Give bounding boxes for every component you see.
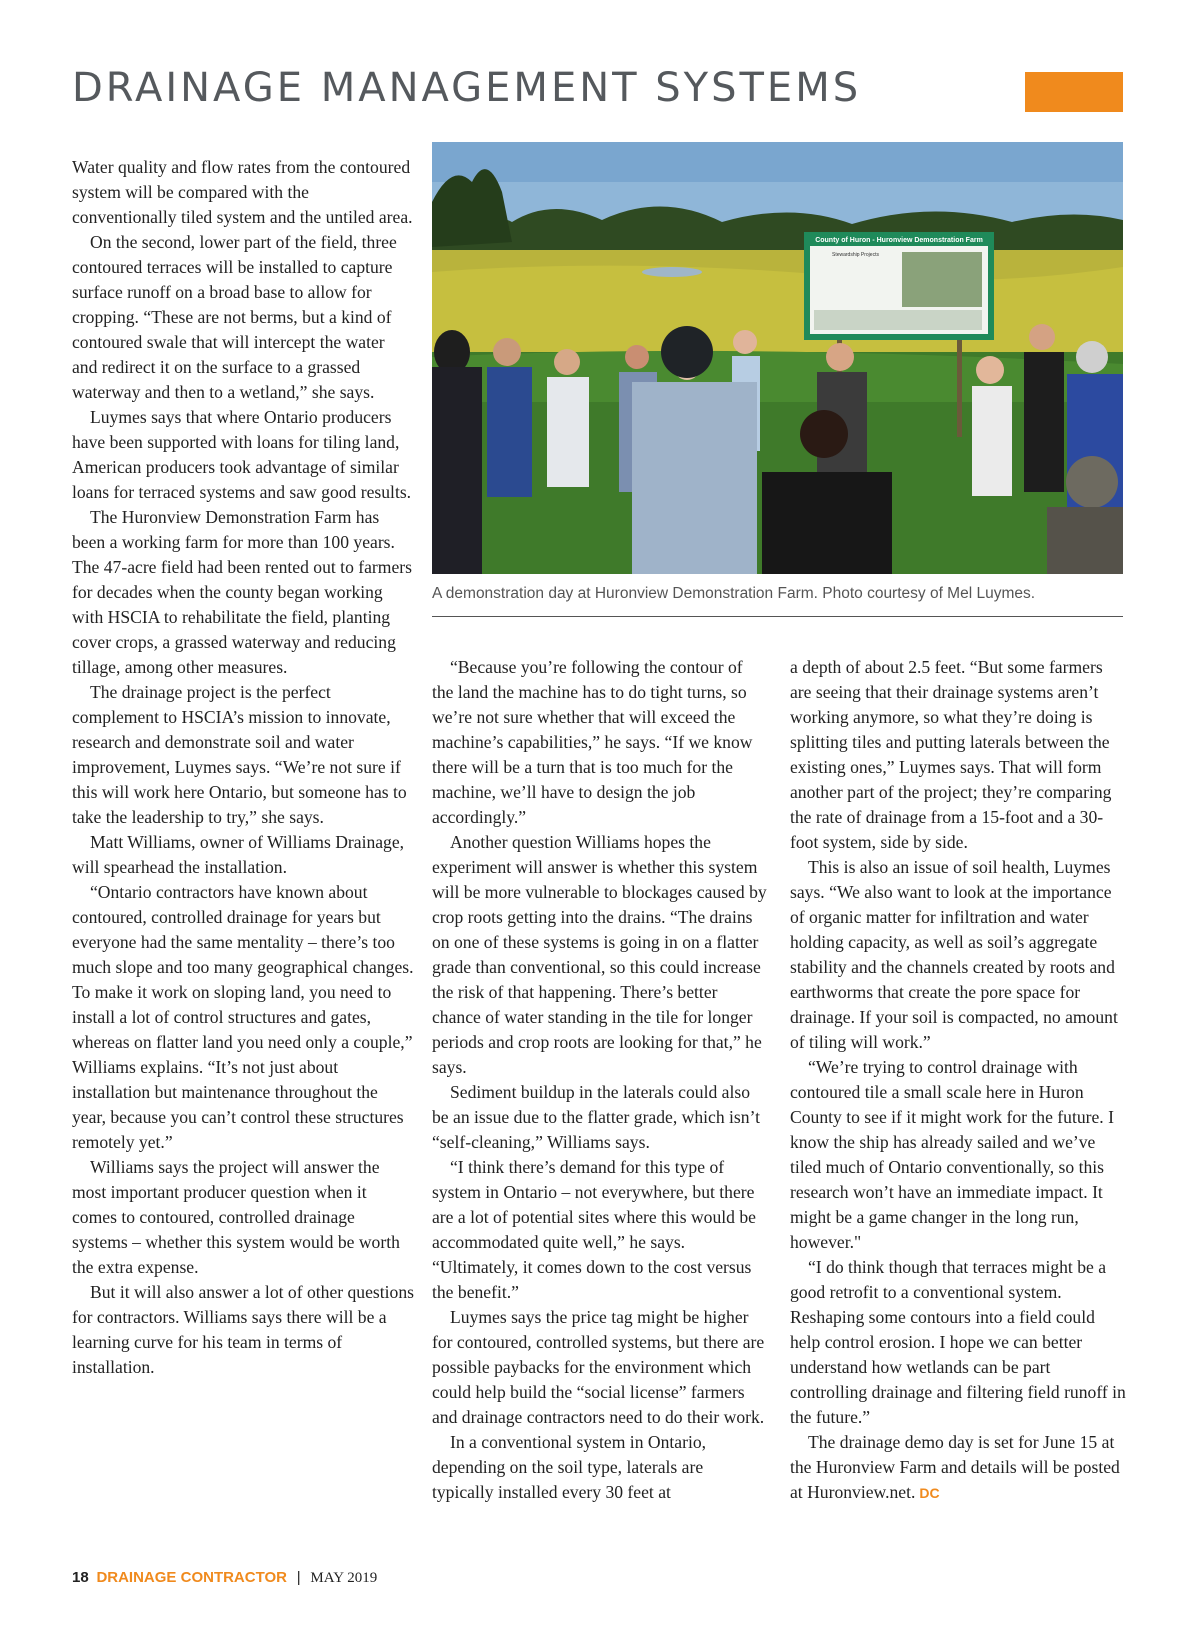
footer-separator: | [296,1569,301,1586]
issue-date: MAY 2019 [310,1570,378,1586]
photo-caption: A demonstration day at Huronview Demonstration Farm. Photo courtesy of Mel Luymes. [432,585,1036,602]
paragraph: Sediment buildup in the laterals could also be an issue due to the flatter grade, which isn’t “self-cleaning,” Williams says. [432,1082,760,1152]
demonstration-day-photo [432,142,1123,574]
paragraph: But it will also answer a lot of other questions for contractors. Williams says there will be a learning curve for his team in terms of installation. [72,1282,414,1377]
page-header [72,62,1123,114]
accent-block [1025,72,1123,112]
paragraph: The drainage demo day is set for June 15 at the Huronview Farm and details will be posted at Huronview.net. [790,1432,1120,1502]
paragraph: Matt Williams, owner of Williams Drainage, will spearhead the installation. [72,832,405,877]
paragraph: “We’re trying to control drainage with contoured tile a small scale here in Huron County to see if it might work for the future. I know the ship has already sailed and we’ve tiled much of Ontario conventionally, so this research won’t have an immediate impact. It might be a game changer in the long run, however." [790,1057,1114,1252]
paragraph: On the second, lower part of the field, three contoured terraces will be installed to capture surface runoff on a broad base to allow for cropping. “These are not berms, but a kind of contoured swale that will intercept the water and redirect it on the surface to a grassed waterway and then to a wetland,” she says. [72,232,397,402]
paragraph: Luymes says the price tag might be higher for contoured, controlled systems, but there are possible paybacks for the environment which could help build the “social license” farmers and drainage contractors need to do their work. [432,1307,765,1427]
paragraph: In a conventional system in Ontario, depending on the soil type, laterals are typically installed every 30 feet at [432,1432,707,1502]
page-footer [72,1565,377,1591]
paragraph: “I do think though that terraces might be a good retrofit to a conventional system. Reshaping some contours into a field could help control erosion. I hope we can better understand how wetlands can be part controlling drainage and filtering field runoff in the future.” [790,1257,1126,1427]
magazine-name: DRAINAGE CONTRACTOR [96,1569,287,1586]
sign-title: County of Huron - Huronview Demonstration Farm [815,237,983,244]
paragraph: Williams says the project will answer the most important producer question when it comes to contoured, controlled drainage systems – whether this system would be worth the extra expense. [72,1157,400,1277]
article-column-1 [72,155,414,1555]
article-column-2 [432,655,768,1555]
page-number: 18 [72,1569,89,1586]
article-column-3 [790,655,1128,1555]
paragraph: “I think there’s demand for this type of system in Ontario – not everywhere, but there are a lot of potential sites where this would be accommodated quite well,” he says. “Ultimately, it comes down to the cost versus the benefit.” [432,1157,756,1302]
caption-divider [432,616,1123,617]
end-mark: DC [919,1485,940,1501]
paragraph: “Ontario contractors have known about contoured, controlled drainage for years but everyone had the same mentality – there’s too much slope and too many geographical changes. To make it work on sloping land, you need to install a lot of control structures and gates, whereas on flatter land you need only a couple,” Williams explains. “It’s not just about installation but maintenance throughout the year, because you can’t control these structures remotely yet.” [72,882,414,1152]
paragraph: Luymes says that where Ontario producers have been supported with loans for tiling land, American producers took advantage of similar loans for terraced systems and saw good results. [72,407,412,502]
paragraph: The Huronview Demonstration Farm has been a working farm for more than 100 years. The 47-acre field had been rented out to farmers for decades when the county began working with HSCIA to rehabilitate the field, planting cover crops, a grassed waterway and reducing tillage, among other measures. [72,507,412,677]
paragraph: Another question Williams hopes the experiment will answer is whether this system will be more vulnerable to blockages caused by crop roots getting into the drains. “The drains on one of these systems is going in on a flatter grade than conventional, so this could increase the risk of that happening. There’s better chance of water standing in the tile for longer periods and crop roots are looking for that,” he says. [432,832,767,1077]
photo-illustration [432,142,1123,574]
paragraph: This is also an issue of soil health, Luymes says. “We also want to look at the importance of organic matter for infiltration and water holding capacity, as well as soil’s aggregate stability and the channels created by roots and earthworms that create the pore space for drainage. If your soil is compacted, no amount of tiling will work.” [790,857,1118,1052]
section-title: DRAINAGE MANAGEMENT SYSTEMS [72,65,862,111]
paragraph: a depth of about 2.5 feet. “But some farmers are seeing that their drainage systems aren’t working anymore, so what they’re doing is splitting tiles and putting laterals between the existing ones,” Luymes says. That will form another part of the project; they’re comparing the rate of drainage from a 15-foot and a 30-foot system, side by side. [790,657,1112,852]
paragraph-with-end-mark [790,1430,1128,1506]
sign-subtitle: Stewardship Projects [832,252,879,258]
paragraph: The drainage project is the perfect complement to HSCIA’s mission to innovate, research and demonstrate soil and water improvement, Luymes says. “We’re not sure if this will work here Ontario, but someone has to take the leadership to try,” she says. [72,682,407,827]
paragraph: “Because you’re following the contour of the land the machine has to do tight turns, so we’re not sure whether that will exceed the machine’s capabilities,” he says. “If we know there will be a turn that is too much for the machine, we’ll have to design the job accordingly.” [432,657,753,827]
paragraph: Water quality and flow rates from the contoured system will be compared with the conventionally tiled system and the untiled area. [72,157,413,227]
